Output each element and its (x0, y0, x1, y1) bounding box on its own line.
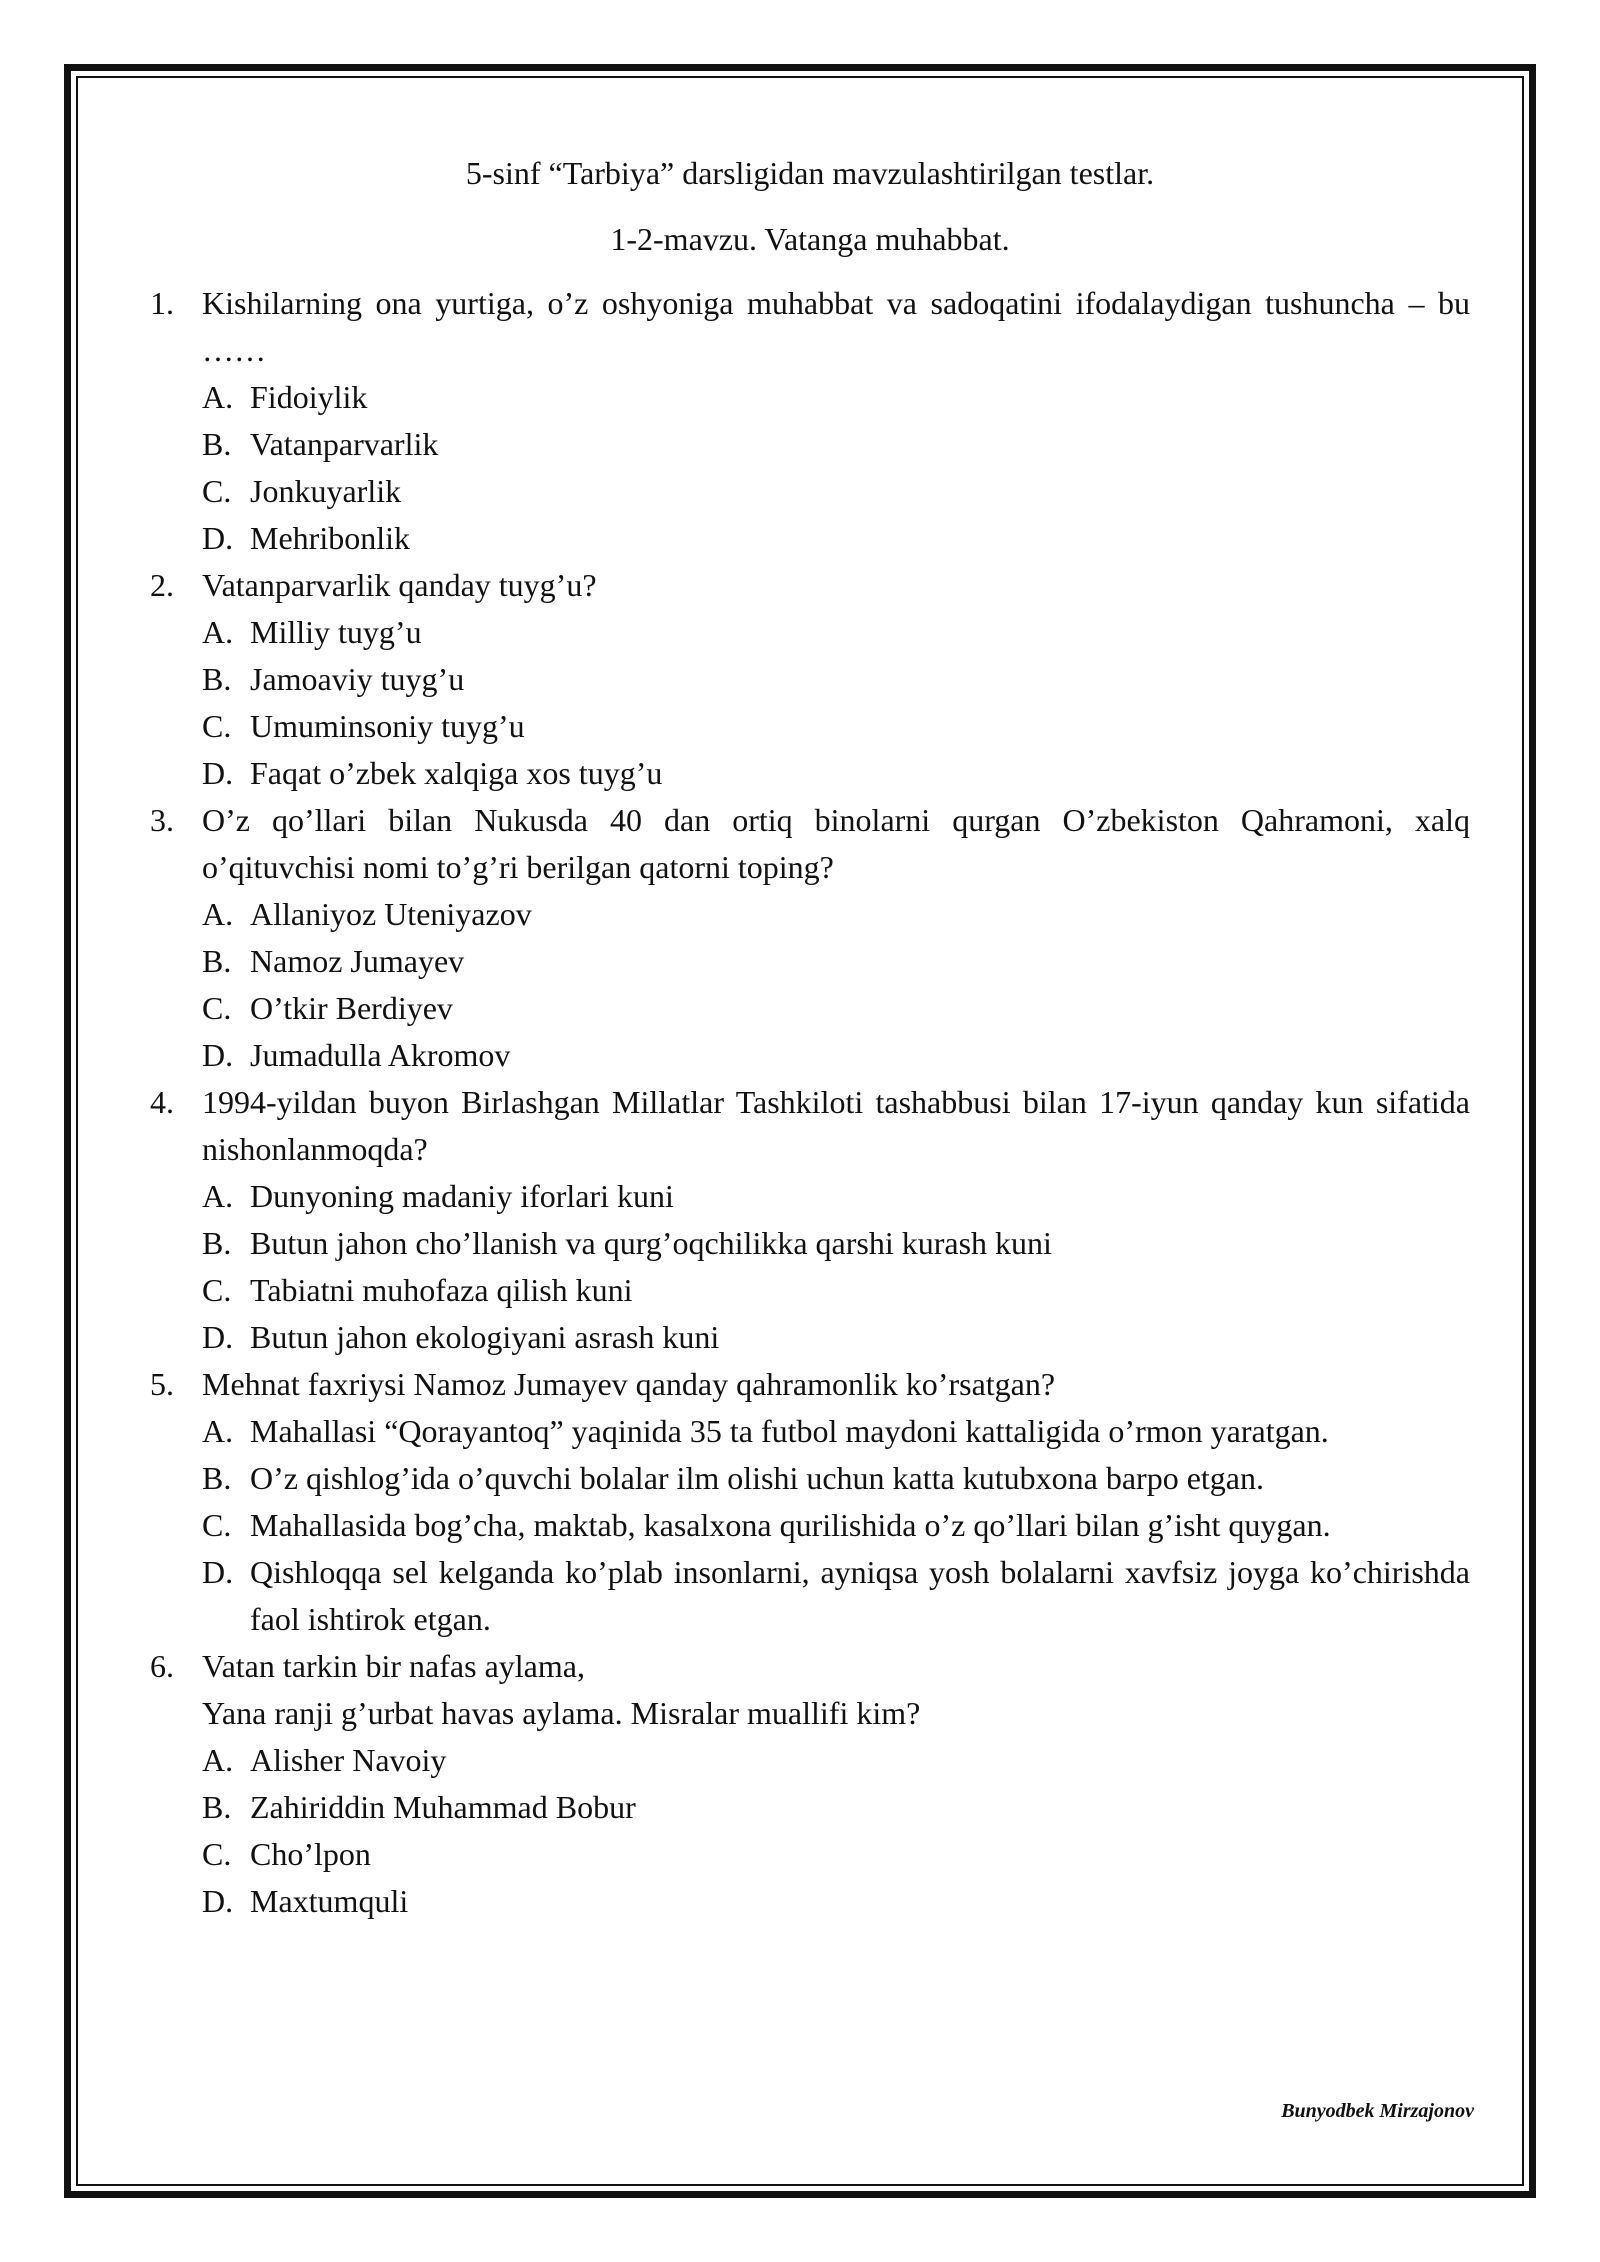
option-text: Fidoiylik (250, 379, 368, 415)
author-signature: Bunyodbek Mirzajonov (1281, 2100, 1474, 2122)
option-d (202, 750, 1470, 797)
option-c (202, 703, 1470, 750)
question-line: O’z qo’llari bilan Nukusda 40 dan ortiq binolarni qurgan O’zbekiston Qahramoni, xalq o’qituvchisi nomi to’g’ri berilgan qatorni toping? (202, 802, 1470, 885)
option-text: Qishloqqa sel kelganda ko’plab insonlarni, ayniqsa yosh bolalarni xavfsiz joyga ko’chirishda faol ishtirok etgan. (250, 1554, 1470, 1637)
option-text: Namoz Jumayev (250, 943, 465, 979)
document-subtitle: 1-2-mavzu. Vatanga muhabbat. (610, 221, 1010, 257)
option-a (202, 891, 1470, 938)
question-text (202, 562, 1470, 609)
option-text: Mehribonlik (250, 520, 410, 556)
question-line: Yana ranji g’urbat havas aylama. Misralar muallifi kim? (202, 1695, 921, 1731)
option-text: Mahallasida bog’cha, maktab, kasalxona qurilishida o’z qo’llari bilan g’isht quygan. (250, 1507, 1331, 1543)
option-b (202, 1784, 1470, 1831)
question-text (202, 797, 1470, 891)
option-c (202, 1267, 1470, 1314)
document-title: 5-sinf “Tarbiya” darsligidan mavzulashtirilgan testlar. (465, 155, 1155, 191)
option-a (202, 1173, 1470, 1220)
option-list (202, 1737, 1470, 1925)
option-b (202, 421, 1470, 468)
option-letter: A. (202, 896, 234, 932)
question-number: 1. (150, 285, 174, 321)
question-1 (150, 280, 1470, 562)
option-letter: D. (202, 755, 234, 791)
option-list (202, 1408, 1470, 1643)
option-list (202, 374, 1470, 562)
option-b (202, 1220, 1470, 1267)
option-letter: A. (202, 1742, 234, 1778)
option-text: Maxtumquli (250, 1883, 409, 1919)
option-letter: C. (202, 473, 232, 509)
option-text: Faqat o’zbek xalqiga xos tuyg’u (250, 755, 663, 791)
question-3 (150, 797, 1470, 1079)
option-text: Alisher Navoiy (250, 1742, 447, 1778)
document-body (150, 150, 1470, 1925)
option-text: Milliy tuyg’u (250, 614, 422, 650)
option-text: Umuminsoniy tuyg’u (250, 708, 525, 744)
option-d (202, 515, 1470, 562)
option-letter: A. (202, 1178, 234, 1214)
option-d (202, 1032, 1470, 1079)
option-c (202, 1831, 1470, 1878)
question-text (202, 1079, 1470, 1173)
option-letter: A. (202, 1413, 234, 1449)
question-4 (150, 1079, 1470, 1361)
option-letter: C. (202, 1507, 232, 1543)
option-letter: D. (202, 1319, 234, 1355)
option-letter: C. (202, 990, 232, 1026)
option-letter: A. (202, 614, 234, 650)
option-a (202, 1408, 1470, 1455)
option-letter: B. (202, 1789, 232, 1825)
question-number: 5. (150, 1366, 174, 1402)
option-b (202, 938, 1470, 985)
question-line: Mehnat faxriysi Namoz Jumayev qanday qahramonlik ko’rsatgan? (202, 1366, 1056, 1402)
question-text (202, 1643, 1470, 1737)
option-text: Allaniyoz Uteniyazov (250, 896, 532, 932)
question-line: Vatan tarkin bir nafas aylama, (202, 1648, 585, 1684)
question-list (150, 280, 1470, 1925)
option-a (202, 609, 1470, 656)
question-line: Vatanparvarlik qanday tuyg’u? (202, 567, 597, 603)
option-text: Jonkuyarlik (250, 473, 402, 509)
option-text: Tabiatni muhofaza qilish kuni (250, 1272, 633, 1308)
option-c (202, 985, 1470, 1032)
option-letter: B. (202, 1225, 232, 1261)
question-line: 1994-yildan buyon Birlashgan Millatlar Tashkiloti tashabbusi bilan 17-iyun qanday kun sifatida nishonlanmoqda? (202, 1084, 1470, 1167)
question-number: 2. (150, 567, 174, 603)
option-a (202, 374, 1470, 421)
option-text: O’tkir Berdiyev (250, 990, 453, 1026)
option-b (202, 1455, 1470, 1502)
option-letter: D. (202, 1037, 234, 1073)
option-list (202, 891, 1470, 1079)
option-text: Butun jahon ekologiyani asrash kuni (250, 1319, 720, 1355)
option-letter: A. (202, 379, 234, 415)
option-text: Cho’lpon (250, 1836, 371, 1872)
question-number: 4. (150, 1084, 174, 1120)
question-number: 6. (150, 1648, 174, 1684)
option-text: Vatanparvarlik (250, 426, 439, 462)
question-text (202, 280, 1470, 374)
option-a (202, 1737, 1470, 1784)
option-text: Jumadulla Akromov (250, 1037, 511, 1073)
option-letter: B. (202, 661, 232, 697)
option-text: Jamoaviy tuyg’u (250, 661, 465, 697)
option-letter: D. (202, 1883, 234, 1919)
option-text: Zahiriddin Muhammad Bobur (250, 1789, 636, 1825)
option-list (202, 609, 1470, 797)
option-letter: D. (202, 1554, 234, 1590)
option-text: O’z qishlog’ida o’quvchi bolalar ilm olishi uchun katta kutubxona barpo etgan. (250, 1460, 1264, 1496)
option-letter: C. (202, 708, 232, 744)
option-d (202, 1314, 1470, 1361)
option-d (202, 1878, 1470, 1925)
option-d (202, 1549, 1470, 1643)
option-letter: C. (202, 1836, 232, 1872)
option-b (202, 656, 1470, 703)
option-letter: B. (202, 1460, 232, 1496)
question-6 (150, 1643, 1470, 1925)
option-letter: C. (202, 1272, 232, 1308)
option-list (202, 1173, 1470, 1361)
question-number: 3. (150, 802, 174, 838)
option-letter: B. (202, 943, 232, 979)
question-text (202, 1361, 1470, 1408)
option-c (202, 468, 1470, 515)
option-text: Butun jahon cho’llanish va qurg’oqchilikka qarshi kurash kuni (250, 1225, 1052, 1261)
option-text: Dunyoning madaniy iforlari kuni (250, 1178, 674, 1214)
question-line: Kishilarning ona yurtiga, o’z oshyoniga muhabbat va sadoqatini ifodalaydigan tushuncha – bu …… (202, 285, 1470, 368)
option-text: Mahallasi “Qorayantoq” yaqinida 35 ta futbol maydoni kattaligida o’rmon yaratgan. (250, 1413, 1329, 1449)
question-5 (150, 1361, 1470, 1643)
option-letter: B. (202, 426, 232, 462)
option-letter: D. (202, 520, 234, 556)
question-2 (150, 562, 1470, 797)
option-c (202, 1502, 1470, 1549)
